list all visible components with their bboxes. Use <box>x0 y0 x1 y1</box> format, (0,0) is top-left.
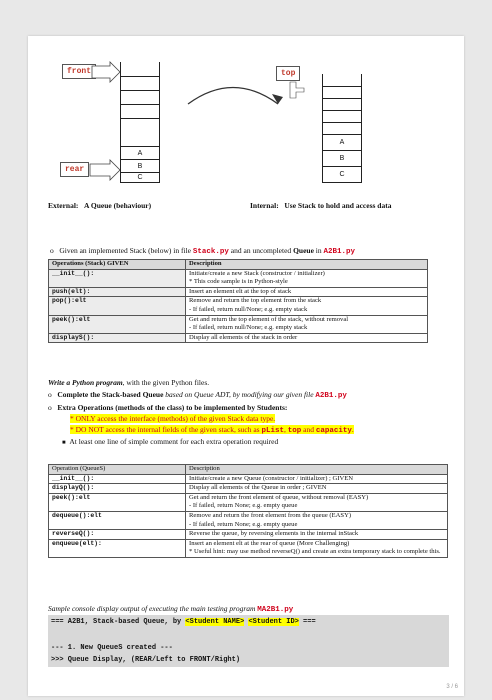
table-row <box>49 539 448 557</box>
table-row <box>49 333 428 343</box>
table-header: Description <box>186 260 428 270</box>
description-cell <box>186 333 428 343</box>
description-cell <box>186 315 428 333</box>
description-line: - If failed, return null/None; e.g. empty stack <box>189 324 308 332</box>
queue-cell: B <box>121 159 159 173</box>
diagram-arrows <box>28 36 464 196</box>
table-row <box>49 269 428 287</box>
table-header: Operation (QueueS) <box>49 465 186 475</box>
description-line: * This code sample is in Python-style <box>189 278 288 286</box>
console-output-line-3: >>> Queue Display, (REAR/Left to FRONT/Right) <box>48 653 449 667</box>
console-output-line-1: === A2B1, Stack-based Queue, by <Student NAME> <Student ID> === <box>48 615 449 629</box>
description-line: Remove and return the front element from the queue (EASY) <box>189 511 352 519</box>
operation-cell: displayS(): <box>49 333 186 343</box>
description-line: * Useful hint: may use method reverseQ() and create an extra temporary stack to complete this. <box>189 548 441 556</box>
description-line: Remove and return the top element from the stack <box>189 297 322 305</box>
description-cell <box>186 484 448 494</box>
operation-cell: __init__(): <box>49 474 186 484</box>
operation-cell: enqueue(elt): <box>49 539 186 557</box>
operation-cell: peek():elt <box>49 493 186 511</box>
table-header: Description <box>186 465 448 475</box>
operation-cell: push(elt): <box>49 287 186 297</box>
description-line: - If failed, return None; e.g. empty queue <box>189 502 298 510</box>
table-row <box>49 493 448 511</box>
operation-cell: __init__(): <box>49 269 186 287</box>
rear-label: rear <box>60 162 89 177</box>
top-label: top <box>276 66 300 81</box>
description-line: - If failed, return null/None; e.g. empty stack <box>189 305 308 313</box>
description-line: Display all elements of the Queue in order ; GIVEN <box>189 484 327 492</box>
table-row <box>49 511 448 529</box>
table-row <box>49 287 428 297</box>
operation-cell: reverseQ(): <box>49 530 186 540</box>
stack-cell: C <box>323 166 361 183</box>
description-cell <box>186 297 428 315</box>
note-no-internal-fields: * DO NOT access the internal fields of the given stack, such as pList, top and capacity. <box>70 425 354 435</box>
task-section <box>48 378 458 448</box>
sample-caption: Sample console display output of executing the main testing program MA2B1.py <box>48 604 294 614</box>
queue-tube <box>120 62 160 183</box>
description-line: Insert an element elt at the rear of queue (More Challenging) <box>189 539 350 547</box>
description-line: Display all elements of the stack in order <box>189 333 298 341</box>
table-row <box>49 315 428 333</box>
comment-requirement: ■ At least one line of simple comment for each extra operation required <box>62 437 279 446</box>
description-cell <box>186 530 448 540</box>
table-row <box>49 484 448 494</box>
table-row <box>49 530 448 540</box>
console-output-line-2: --- 1. New QueueS created --- <box>48 641 449 655</box>
description-line: Initiate/create a new Queue (constructor / initializer) ; GIVEN <box>189 474 354 482</box>
caption-right: Internal: Use Stack to hold and access data <box>250 201 392 210</box>
front-label: front <box>62 64 96 79</box>
description-cell <box>186 474 448 484</box>
note-only-interface: * ONLY access the interface (methods) of the given Stack data type. <box>70 414 276 423</box>
intro-line: o Given an implemented Stack (below) in file Stack.py and an uncompleted Queue in A2B1.py <box>50 246 356 256</box>
description-line: Get and return the top element of the stack, without removal <box>189 315 349 323</box>
table-row <box>49 297 428 315</box>
description-line: Insert an element elt at the top of stack <box>189 287 292 295</box>
document-page <box>28 36 464 696</box>
table-row <box>49 474 448 484</box>
task-item-2: o Extra Operations (methods of the class) to be implemented by Students: <box>48 403 288 412</box>
operation-cell: displayQ(): <box>49 484 186 494</box>
description-line: Get and return the front element of queue, without removal (EASY) <box>189 493 369 501</box>
description-cell <box>186 539 448 557</box>
page-number: 3 / 6 <box>446 684 458 690</box>
stack-cell: B <box>323 150 361 167</box>
table-header: Operations (Stack) GIVEN <box>49 260 186 270</box>
caption-left: External: A Queue (behaviour) <box>48 201 152 210</box>
queue-cell: A <box>121 146 159 160</box>
description-cell <box>186 287 428 297</box>
stack-tube <box>322 74 362 183</box>
description-line: Reverse the queue, by reversing elements in the internal inStack <box>189 530 359 538</box>
description-cell <box>186 269 428 287</box>
description-line: Initiate/create a new Stack (constructor / initializer) <box>189 269 325 277</box>
queue-operations-table <box>48 464 448 558</box>
operation-cell: dequeue():elt <box>49 511 186 529</box>
description-cell <box>186 511 448 529</box>
write-instruction: Write a Python program, with the given Python files. <box>48 378 210 387</box>
task-item-1: o Complete the Stack-based Queue based on Queue ADT, by modifying our given file A2B1.py <box>48 390 347 400</box>
queue-cell: C <box>121 172 159 183</box>
stack-operations-table <box>48 259 428 343</box>
description-cell <box>186 493 448 511</box>
stack-cell: A <box>323 134 361 151</box>
operation-cell: pop():elt <box>49 297 186 315</box>
description-line: - If failed, return None; e.g. empty queue <box>189 520 298 528</box>
operation-cell: peek():elt <box>49 315 186 333</box>
